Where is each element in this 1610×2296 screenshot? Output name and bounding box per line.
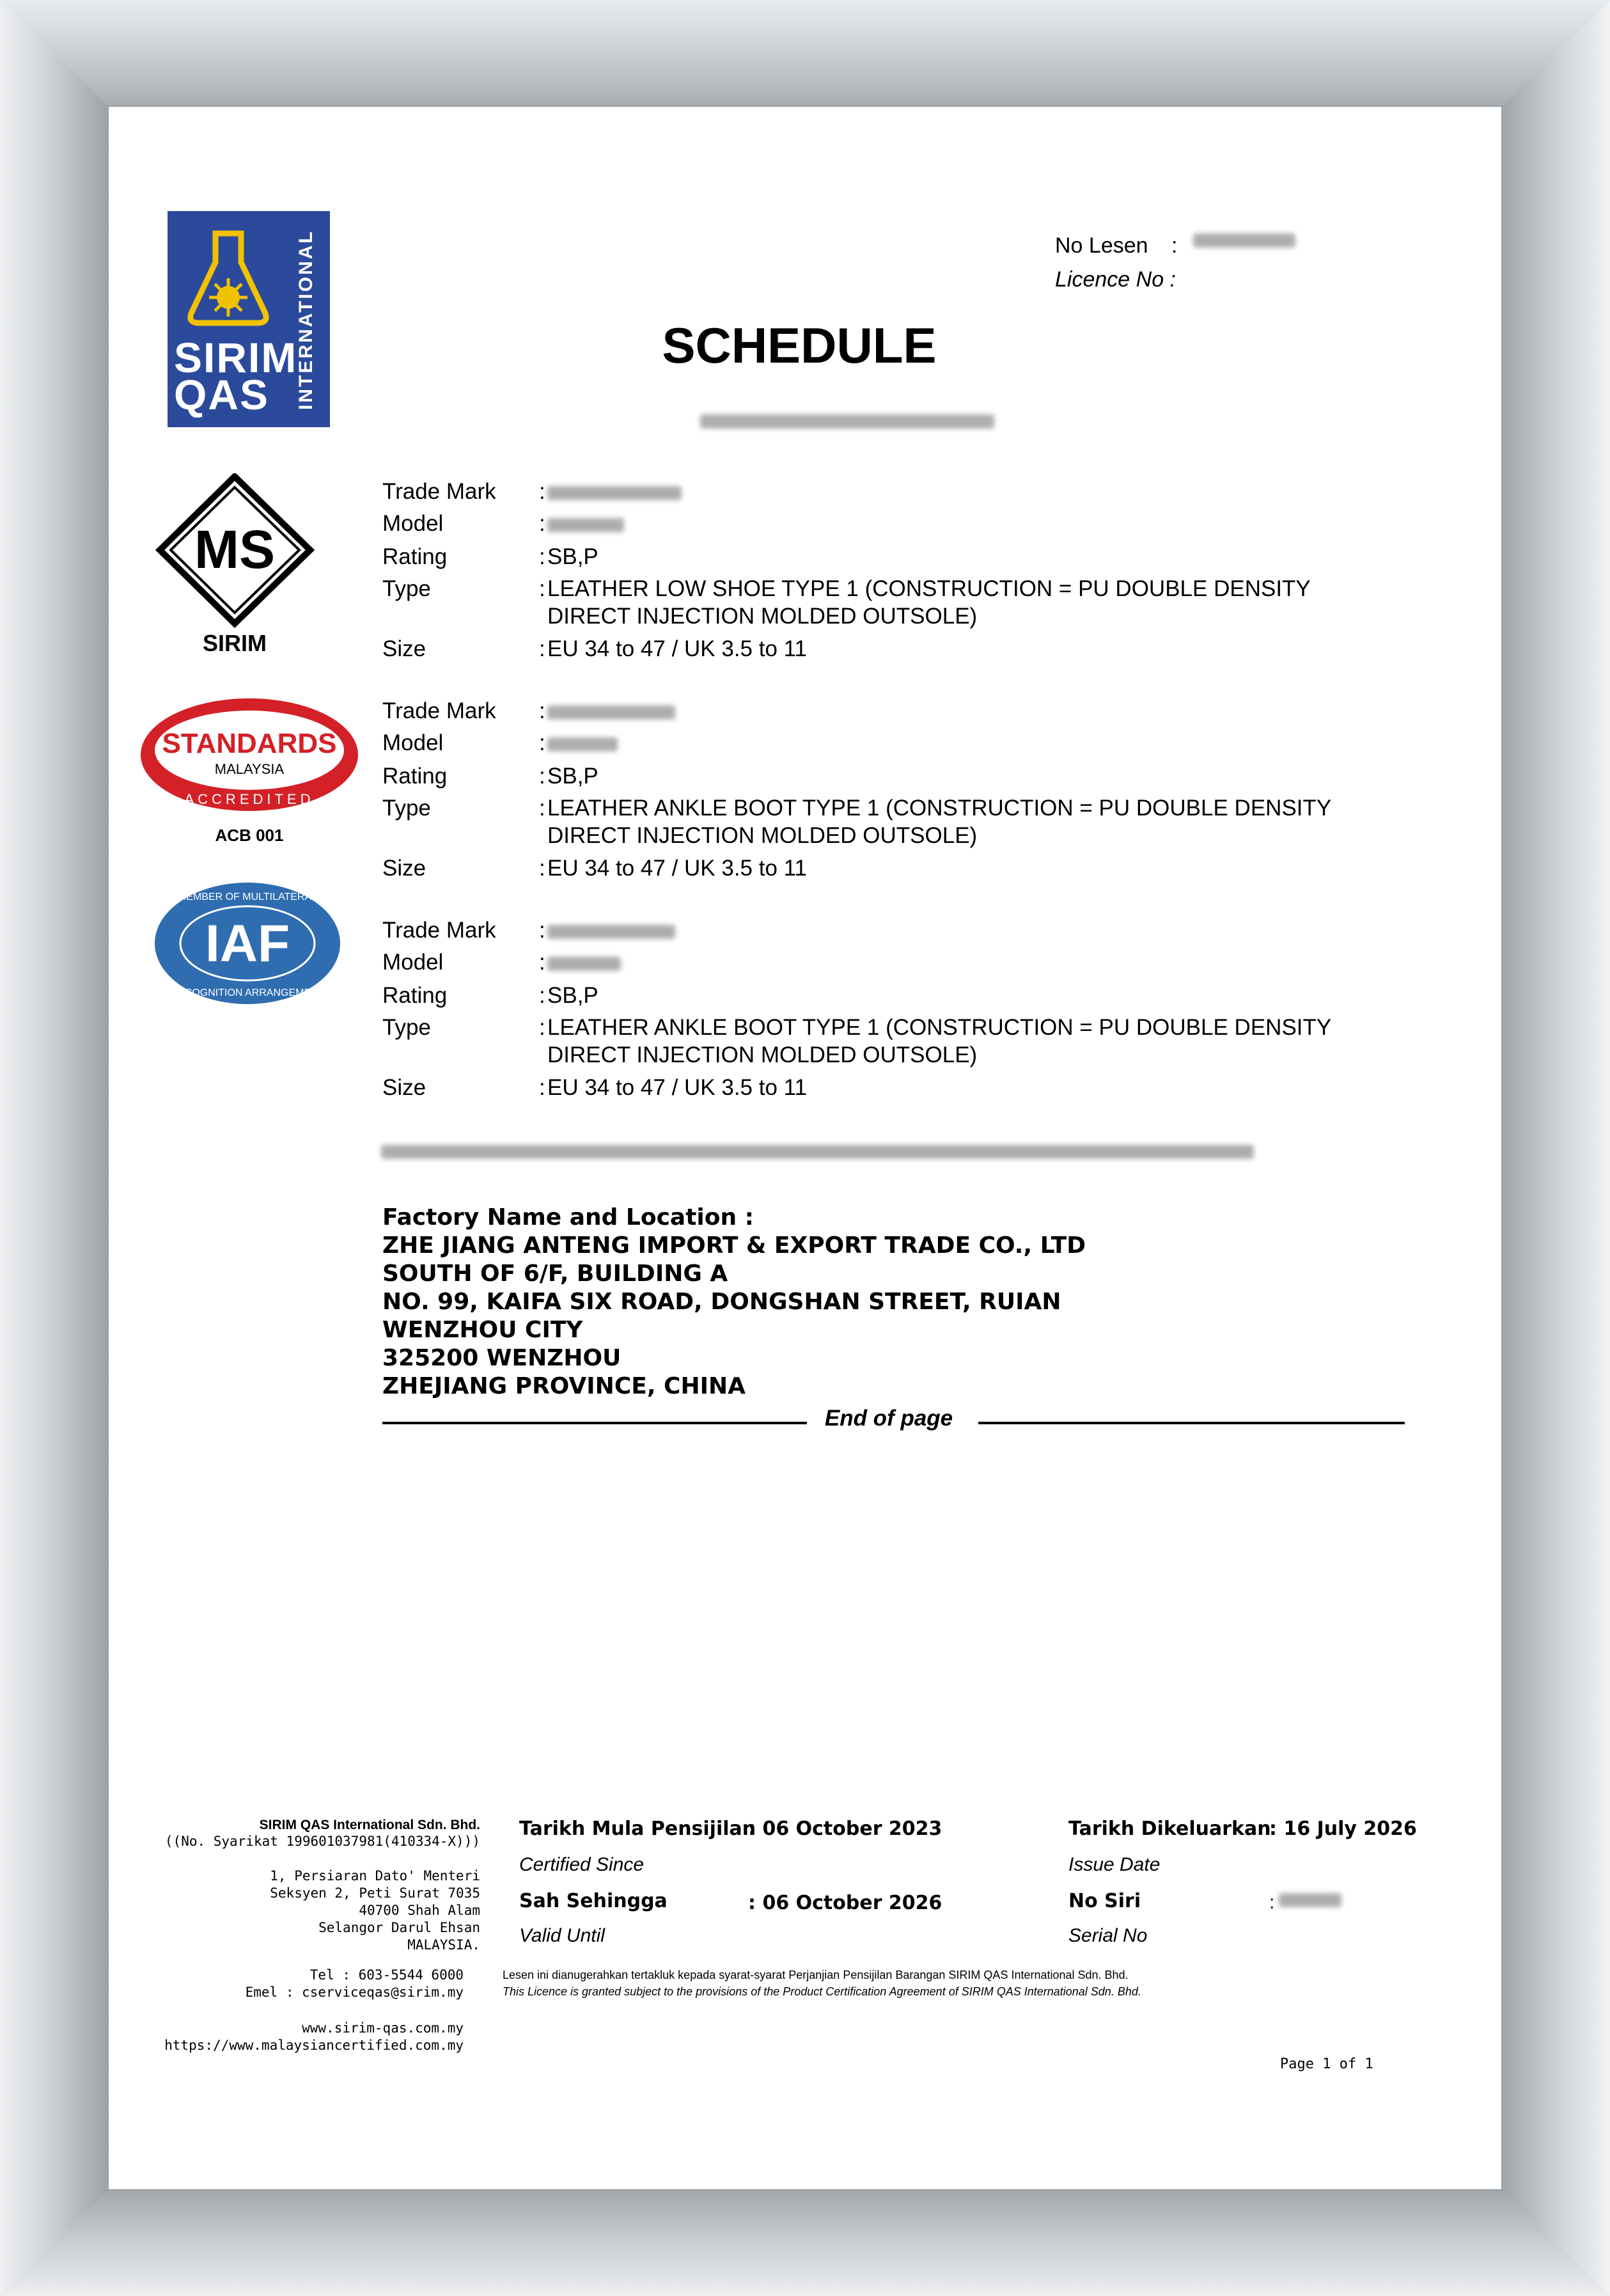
factory-line: ZHEJIANG PROVINCE, CHINA bbox=[382, 1373, 746, 1399]
size-label: Size bbox=[382, 636, 426, 661]
ms-mark-icon bbox=[153, 473, 317, 656]
factory-line: ZHE JIANG ANTENG IMPORT & EXPORT TRADE CO., LTD bbox=[382, 1232, 1086, 1259]
licence-label-ms: No Lesen bbox=[1055, 233, 1148, 258]
issue-date-label-ms: Tarikh Dikeluarkan bbox=[1068, 1818, 1271, 1840]
licence-note-ms: Lesen ini dianugerahkan tertakluk kepada syarat-syarat Perjanjian Pensijilan Barangan SIRIM QAS International Sdn. Bhd. bbox=[503, 1969, 1129, 1981]
colon: : bbox=[539, 950, 545, 975]
svg-text:RECOGNITION ARRANGEMENT: RECOGNITION ARRANGEMENT bbox=[170, 987, 325, 998]
factory-line: 325200 WENZHOU bbox=[382, 1345, 621, 1371]
licence-colon: : bbox=[1171, 233, 1178, 258]
colon: : bbox=[539, 511, 545, 536]
licensee-name-redacted bbox=[700, 414, 994, 429]
trade-mark-redacted bbox=[547, 916, 1379, 944]
trade-mark-label: Trade Mark bbox=[382, 698, 496, 723]
address-line: 40700 Shah Alam bbox=[359, 1903, 480, 1918]
test-report-redacted bbox=[381, 1145, 1254, 1160]
issue-date-label-en: Issue Date bbox=[1068, 1854, 1161, 1875]
model-label: Model bbox=[382, 511, 444, 536]
svg-text:MALAYSIA: MALAYSIA bbox=[214, 761, 285, 777]
model-label: Model bbox=[382, 730, 444, 755]
logo-wordmark: SIRIM QAS bbox=[174, 334, 298, 418]
type-label: Type bbox=[382, 576, 431, 601]
footer-website[interactable]: www.sirim-qas.com.my bbox=[302, 2020, 464, 2036]
svg-text:ACB 001: ACB 001 bbox=[215, 826, 284, 845]
colon: : bbox=[539, 1015, 545, 1040]
end-of-page-rule-left bbox=[382, 1422, 807, 1424]
factory-block bbox=[382, 1204, 1086, 1401]
footer-address bbox=[270, 1867, 480, 1954]
type-value: LEATHER ANKLE BOOT TYPE 1 (CONSTRUCTION = PU DOUBLE DENSITY DIRECT INJECTION MOLDED OUTSOLE) bbox=[547, 1015, 1332, 1067]
rating-value: SB,P bbox=[547, 983, 598, 1008]
end-of-page: End of page bbox=[824, 1406, 953, 1431]
certified-since-label-en: Certified Since bbox=[519, 1854, 645, 1875]
rating-value: SB,P bbox=[547, 544, 598, 569]
page-number: Page 1 of 1 bbox=[1280, 2056, 1373, 2072]
factory-line: SOUTH OF 6/F, BUILDING A bbox=[382, 1261, 728, 1287]
footer-company: SIRIM QAS International Sdn. Bhd. bbox=[259, 1818, 480, 1832]
trade-mark-redacted bbox=[547, 697, 1379, 725]
svg-text:MEMBER OF MULTILATERAL: MEMBER OF MULTILATERAL bbox=[177, 892, 318, 902]
address-line: Seksyen 2, Peti Surat 7035 bbox=[270, 1885, 480, 1901]
licence-label-en: Licence No : bbox=[1055, 267, 1176, 292]
type-label: Type bbox=[382, 796, 431, 821]
svg-text:MS: MS bbox=[194, 519, 275, 579]
page-title: SCHEDULE bbox=[662, 317, 937, 373]
certified-since-label-ms: Tarikh Mula Pensijilan bbox=[519, 1818, 756, 1840]
address-line: MALAYSIA. bbox=[407, 1937, 480, 1953]
trade-mark-label: Trade Mark bbox=[382, 479, 496, 504]
size-label: Size bbox=[382, 1075, 426, 1100]
address-line: 1, Persiaran Dato' Menteri bbox=[270, 1868, 480, 1883]
size-label: Size bbox=[382, 856, 426, 881]
end-of-page-rule-right bbox=[978, 1422, 1405, 1424]
footer-email[interactable]: Emel : cserviceqas@sirim.my bbox=[245, 1985, 464, 2000]
colon: : bbox=[539, 983, 545, 1008]
valid-until-label-en: Valid Until bbox=[519, 1925, 605, 1946]
trade-mark-label: Trade Mark bbox=[382, 918, 496, 943]
colon: : bbox=[539, 698, 545, 723]
colon: : bbox=[539, 576, 545, 601]
svg-text:SIRIM: SIRIM bbox=[202, 630, 267, 656]
svg-text:IAF: IAF bbox=[205, 915, 290, 973]
factory-heading: Factory Name and Location : bbox=[382, 1204, 754, 1231]
colon: : bbox=[539, 796, 545, 821]
logo-vertical-text: INTERNATIONAL bbox=[295, 230, 317, 410]
footer-website[interactable]: https://www.malaysiancertified.com.my bbox=[164, 2038, 464, 2053]
trade-mark-redacted bbox=[547, 478, 1379, 505]
type-label: Type bbox=[382, 1015, 431, 1040]
model-label: Model bbox=[382, 950, 444, 975]
rating-label: Rating bbox=[382, 764, 448, 789]
colon: : bbox=[539, 636, 545, 661]
footer-web bbox=[164, 2020, 464, 2054]
size-value: EU 34 to 47 / UK 3.5 to 11 bbox=[547, 636, 807, 661]
colon: : bbox=[539, 918, 545, 943]
footer-contact bbox=[246, 1967, 464, 2001]
svg-text:STANDARDS: STANDARDS bbox=[162, 728, 337, 759]
colon: : bbox=[539, 764, 545, 789]
model-redacted bbox=[547, 948, 1379, 976]
rating-label: Rating bbox=[382, 983, 448, 1008]
standards-malaysia-accredited-icon bbox=[134, 694, 364, 854]
footer-tel: Tel : 603-5544 6000 bbox=[309, 1967, 464, 1983]
model-redacted bbox=[547, 729, 1379, 757]
rating-label: Rating bbox=[382, 544, 448, 569]
address-line: Selangor Darul Ehsan bbox=[318, 1920, 480, 1935]
colon: : bbox=[539, 479, 545, 504]
issue-date-value: : 16 July 2026 bbox=[1269, 1818, 1417, 1840]
certified-since-value: : 06 October 2023 bbox=[748, 1818, 942, 1840]
valid-until-label-ms: Sah Sehingga bbox=[519, 1890, 668, 1912]
model-redacted bbox=[547, 510, 1379, 537]
factory-line: NO. 99, KAIFA SIX ROAD, DONGSHAN STREET, RUIAN bbox=[382, 1289, 1061, 1315]
frame-bottom bbox=[0, 2190, 1610, 2296]
colon: : bbox=[539, 730, 545, 755]
sirim-qas-logo bbox=[168, 211, 330, 427]
serial-label-en: Serial No bbox=[1068, 1925, 1148, 1946]
colon: : bbox=[539, 1075, 545, 1100]
licence-note-en: This Licence is granted subject to the provisions of the Product Certification Agreement of SIRIM QAS International Sdn. Bhd. bbox=[503, 1985, 1141, 1998]
valid-until-value: : 06 October 2026 bbox=[748, 1892, 942, 1914]
frame-left bbox=[0, 0, 107, 2296]
colon: : bbox=[539, 856, 545, 881]
serial-number-redacted bbox=[1279, 1893, 1341, 1907]
factory-line: WENZHOU CITY bbox=[382, 1317, 583, 1343]
iaf-mlа-icon bbox=[150, 879, 345, 1007]
rating-value: SB,P bbox=[547, 764, 598, 789]
size-value: EU 34 to 47 / UK 3.5 to 11 bbox=[547, 856, 807, 881]
flask-icon bbox=[187, 230, 270, 326]
frame-top bbox=[0, 0, 1610, 106]
licence-number-redacted bbox=[1193, 233, 1295, 248]
colon: : bbox=[539, 544, 545, 569]
type-value: LEATHER LOW SHOE TYPE 1 (CONSTRUCTION = PU DOUBLE DENSITY DIRECT INJECTION MOLDED OUTSOLE) bbox=[547, 576, 1311, 629]
size-value: EU 34 to 47 / UK 3.5 to 11 bbox=[547, 1075, 807, 1100]
frame-right bbox=[1503, 0, 1610, 2296]
serial-colon: : bbox=[1269, 1892, 1275, 1913]
footer-reg-no: ((No. Syarikat 199601037981(410334-X))) bbox=[164, 1834, 480, 1849]
type-value: LEATHER ANKLE BOOT TYPE 1 (CONSTRUCTION = PU DOUBLE DENSITY DIRECT INJECTION MOLDED OUTSOLE) bbox=[547, 796, 1332, 848]
svg-text:ACCREDITED: ACCREDITED bbox=[184, 791, 315, 807]
serial-label-ms: No Siri bbox=[1068, 1890, 1141, 1912]
